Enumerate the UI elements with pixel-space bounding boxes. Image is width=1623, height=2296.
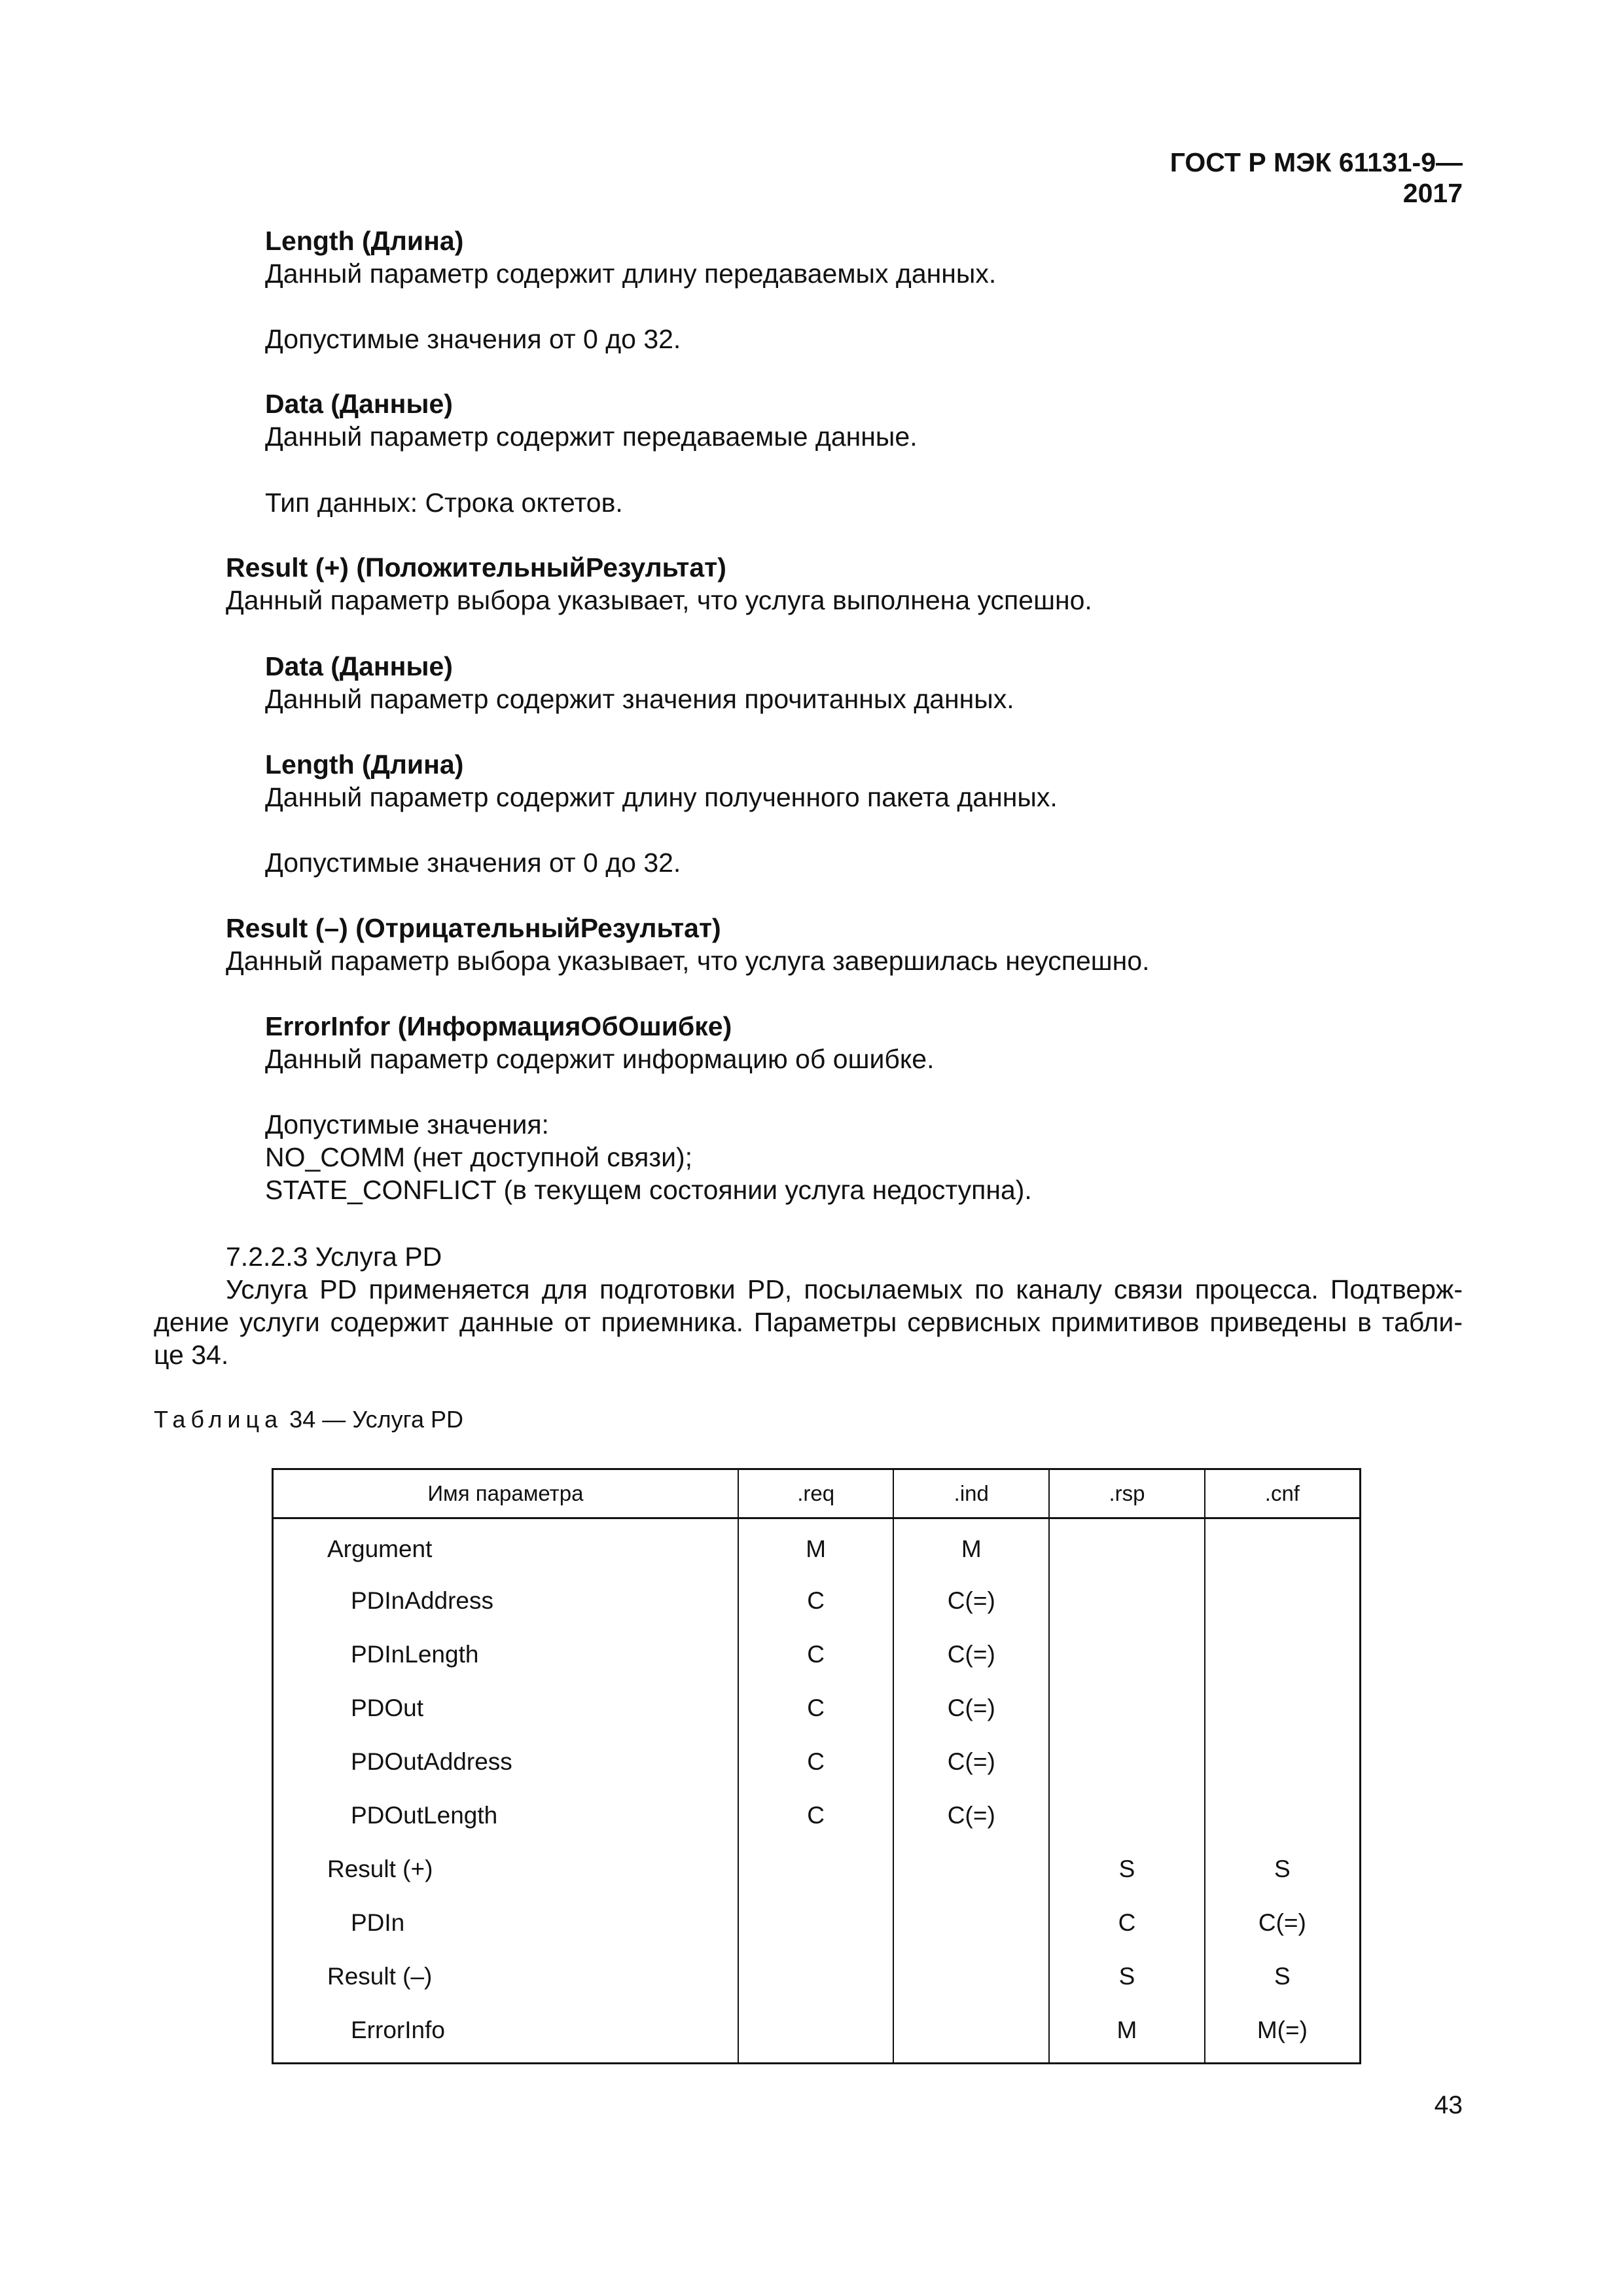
param-desc: NO_COMM (нет доступной связи);	[265, 1142, 693, 1172]
standard-header: ГОСТ Р МЭК 61131-9—2017	[1169, 147, 1463, 208]
section-paragraph	[154, 1273, 1463, 1371]
table-row	[273, 1842, 1361, 1896]
param-desc: Данный параметр содержит длину полученного пакета данных.	[265, 782, 1058, 812]
cell-ind: C(=)	[893, 1681, 1049, 1735]
cell-cnf: S	[1205, 1842, 1361, 1896]
cell-req: C	[738, 1789, 894, 1842]
cell-ind	[893, 1896, 1049, 1950]
header-cell-cnf: .cnf	[1205, 1469, 1361, 1518]
table-row	[273, 1735, 1361, 1789]
cell-rsp	[1049, 1681, 1205, 1735]
param-title-length: Length (Длина)	[265, 749, 464, 780]
param-title-result-negative: Result (–) (ОтрицательныйРезультат)	[226, 913, 721, 943]
param-title-error-info: ErrorInfor (ИнформацияОбОшибке)	[265, 1011, 732, 1041]
table-row	[273, 1789, 1361, 1842]
param-name: PDOut	[273, 1681, 738, 1735]
cell-ind: M	[893, 1518, 1049, 1575]
cell-cnf: M(=)	[1205, 2003, 1361, 2064]
cell-req	[738, 2003, 894, 2064]
page-number: 43	[1434, 2091, 1463, 2119]
table-row	[273, 1950, 1361, 2003]
param-name: Result (+)	[273, 1842, 738, 1896]
cell-req	[738, 1842, 894, 1896]
caption-label: Таблица	[154, 1406, 283, 1433]
cell-rsp: S	[1049, 1950, 1205, 2003]
cell-ind	[893, 1950, 1049, 2003]
header-cell-rsp: .rsp	[1049, 1469, 1205, 1518]
cell-req: C	[738, 1735, 894, 1789]
cell-ind: C(=)	[893, 1789, 1049, 1842]
param-desc: Данный параметр содержит информацию об ошибке.	[265, 1044, 935, 1074]
paragraph-line: Услуга PD применяется для подготовки PD, посылаемых по каналу связи процесса. Подтверж-	[226, 1274, 1463, 1304]
param-desc: Допустимые значения от 0 до 32.	[265, 324, 681, 354]
cell-ind	[893, 1842, 1049, 1896]
param-desc: Тип данных: Строка октетов.	[265, 488, 623, 518]
param-desc: Данный параметр содержит длину передаваемых данных.	[265, 259, 997, 289]
cell-cnf: S	[1205, 1950, 1361, 2003]
cell-rsp	[1049, 1628, 1205, 1681]
table-row	[273, 1628, 1361, 1681]
cell-cnf	[1205, 1518, 1361, 1575]
cell-rsp	[1049, 1574, 1205, 1628]
table-row	[273, 1681, 1361, 1735]
cell-rsp: M	[1049, 2003, 1205, 2064]
cell-req: C	[738, 1681, 894, 1735]
cell-req: M	[738, 1518, 894, 1575]
cell-rsp	[1049, 1518, 1205, 1575]
caption-title: 34 — Услуга PD	[289, 1406, 464, 1433]
header-cell-ind: .ind	[893, 1469, 1049, 1518]
param-title-data: Data (Данные)	[265, 389, 453, 419]
param-desc: Данный параметр содержит значения прочитанных данных.	[265, 684, 1014, 714]
param-name: Result (–)	[273, 1950, 738, 2003]
cell-ind: C(=)	[893, 1574, 1049, 1628]
param-desc: Допустимые значения:	[265, 1109, 549, 1139]
cell-cnf	[1205, 1628, 1361, 1681]
param-desc: Данный параметр содержит передаваемые данные.	[265, 422, 918, 452]
param-desc: Данный параметр выбора указывает, что услуга завершилась неуспешно.	[226, 946, 1150, 976]
cell-ind: C(=)	[893, 1628, 1049, 1681]
cell-cnf: C(=)	[1205, 1896, 1361, 1950]
table-header-row	[273, 1469, 1361, 1518]
cell-ind	[893, 2003, 1049, 2064]
paragraph-line: це 34.	[154, 1340, 229, 1370]
param-title-result-positive: Result (+) (ПоложительныйРезультат)	[226, 552, 726, 583]
section-heading: 7.2.2.3 Услуга PD	[226, 1242, 442, 1272]
cell-rsp	[1049, 1735, 1205, 1789]
param-title-data: Data (Данные)	[265, 651, 453, 681]
cell-cnf	[1205, 1789, 1361, 1842]
cell-rsp: S	[1049, 1842, 1205, 1896]
header-cell-req: .req	[738, 1469, 894, 1518]
table-row	[273, 1896, 1361, 1950]
cell-req: C	[738, 1628, 894, 1681]
cell-ind: C(=)	[893, 1735, 1049, 1789]
cell-rsp: C	[1049, 1896, 1205, 1950]
header-cell-name: Имя параметра	[273, 1469, 738, 1518]
param-name: PDInLength	[273, 1628, 738, 1681]
param-name: Argument	[273, 1518, 738, 1575]
table-row	[273, 2003, 1361, 2064]
table-caption	[154, 1406, 463, 1433]
param-name: PDOutLength	[273, 1789, 738, 1842]
table-row	[273, 1518, 1361, 1575]
table-row	[273, 1574, 1361, 1628]
param-desc: Допустимые значения от 0 до 32.	[265, 848, 681, 878]
param-desc: Данный параметр выбора указывает, что услуга выполнена успешно.	[226, 585, 1092, 615]
parameters-table	[272, 1468, 1361, 2064]
param-name: PDInAddress	[273, 1574, 738, 1628]
paragraph-line: дение услуги содержит данные от приемника. Параметры сервисных примитивов приведены в табли-	[154, 1307, 1463, 1337]
param-name: PDOutAddress	[273, 1735, 738, 1789]
cell-rsp	[1049, 1789, 1205, 1842]
cell-req	[738, 1950, 894, 2003]
param-name: ErrorInfo	[273, 2003, 738, 2064]
param-name: PDIn	[273, 1896, 738, 1950]
param-desc: STATE_CONFLICT (в текущем состоянии услуга недоступна).	[265, 1175, 1032, 1205]
cell-req	[738, 1896, 894, 1950]
cell-cnf	[1205, 1574, 1361, 1628]
cell-cnf	[1205, 1735, 1361, 1789]
cell-req: C	[738, 1574, 894, 1628]
param-title-length: Length (Длина)	[265, 226, 464, 256]
cell-cnf	[1205, 1681, 1361, 1735]
